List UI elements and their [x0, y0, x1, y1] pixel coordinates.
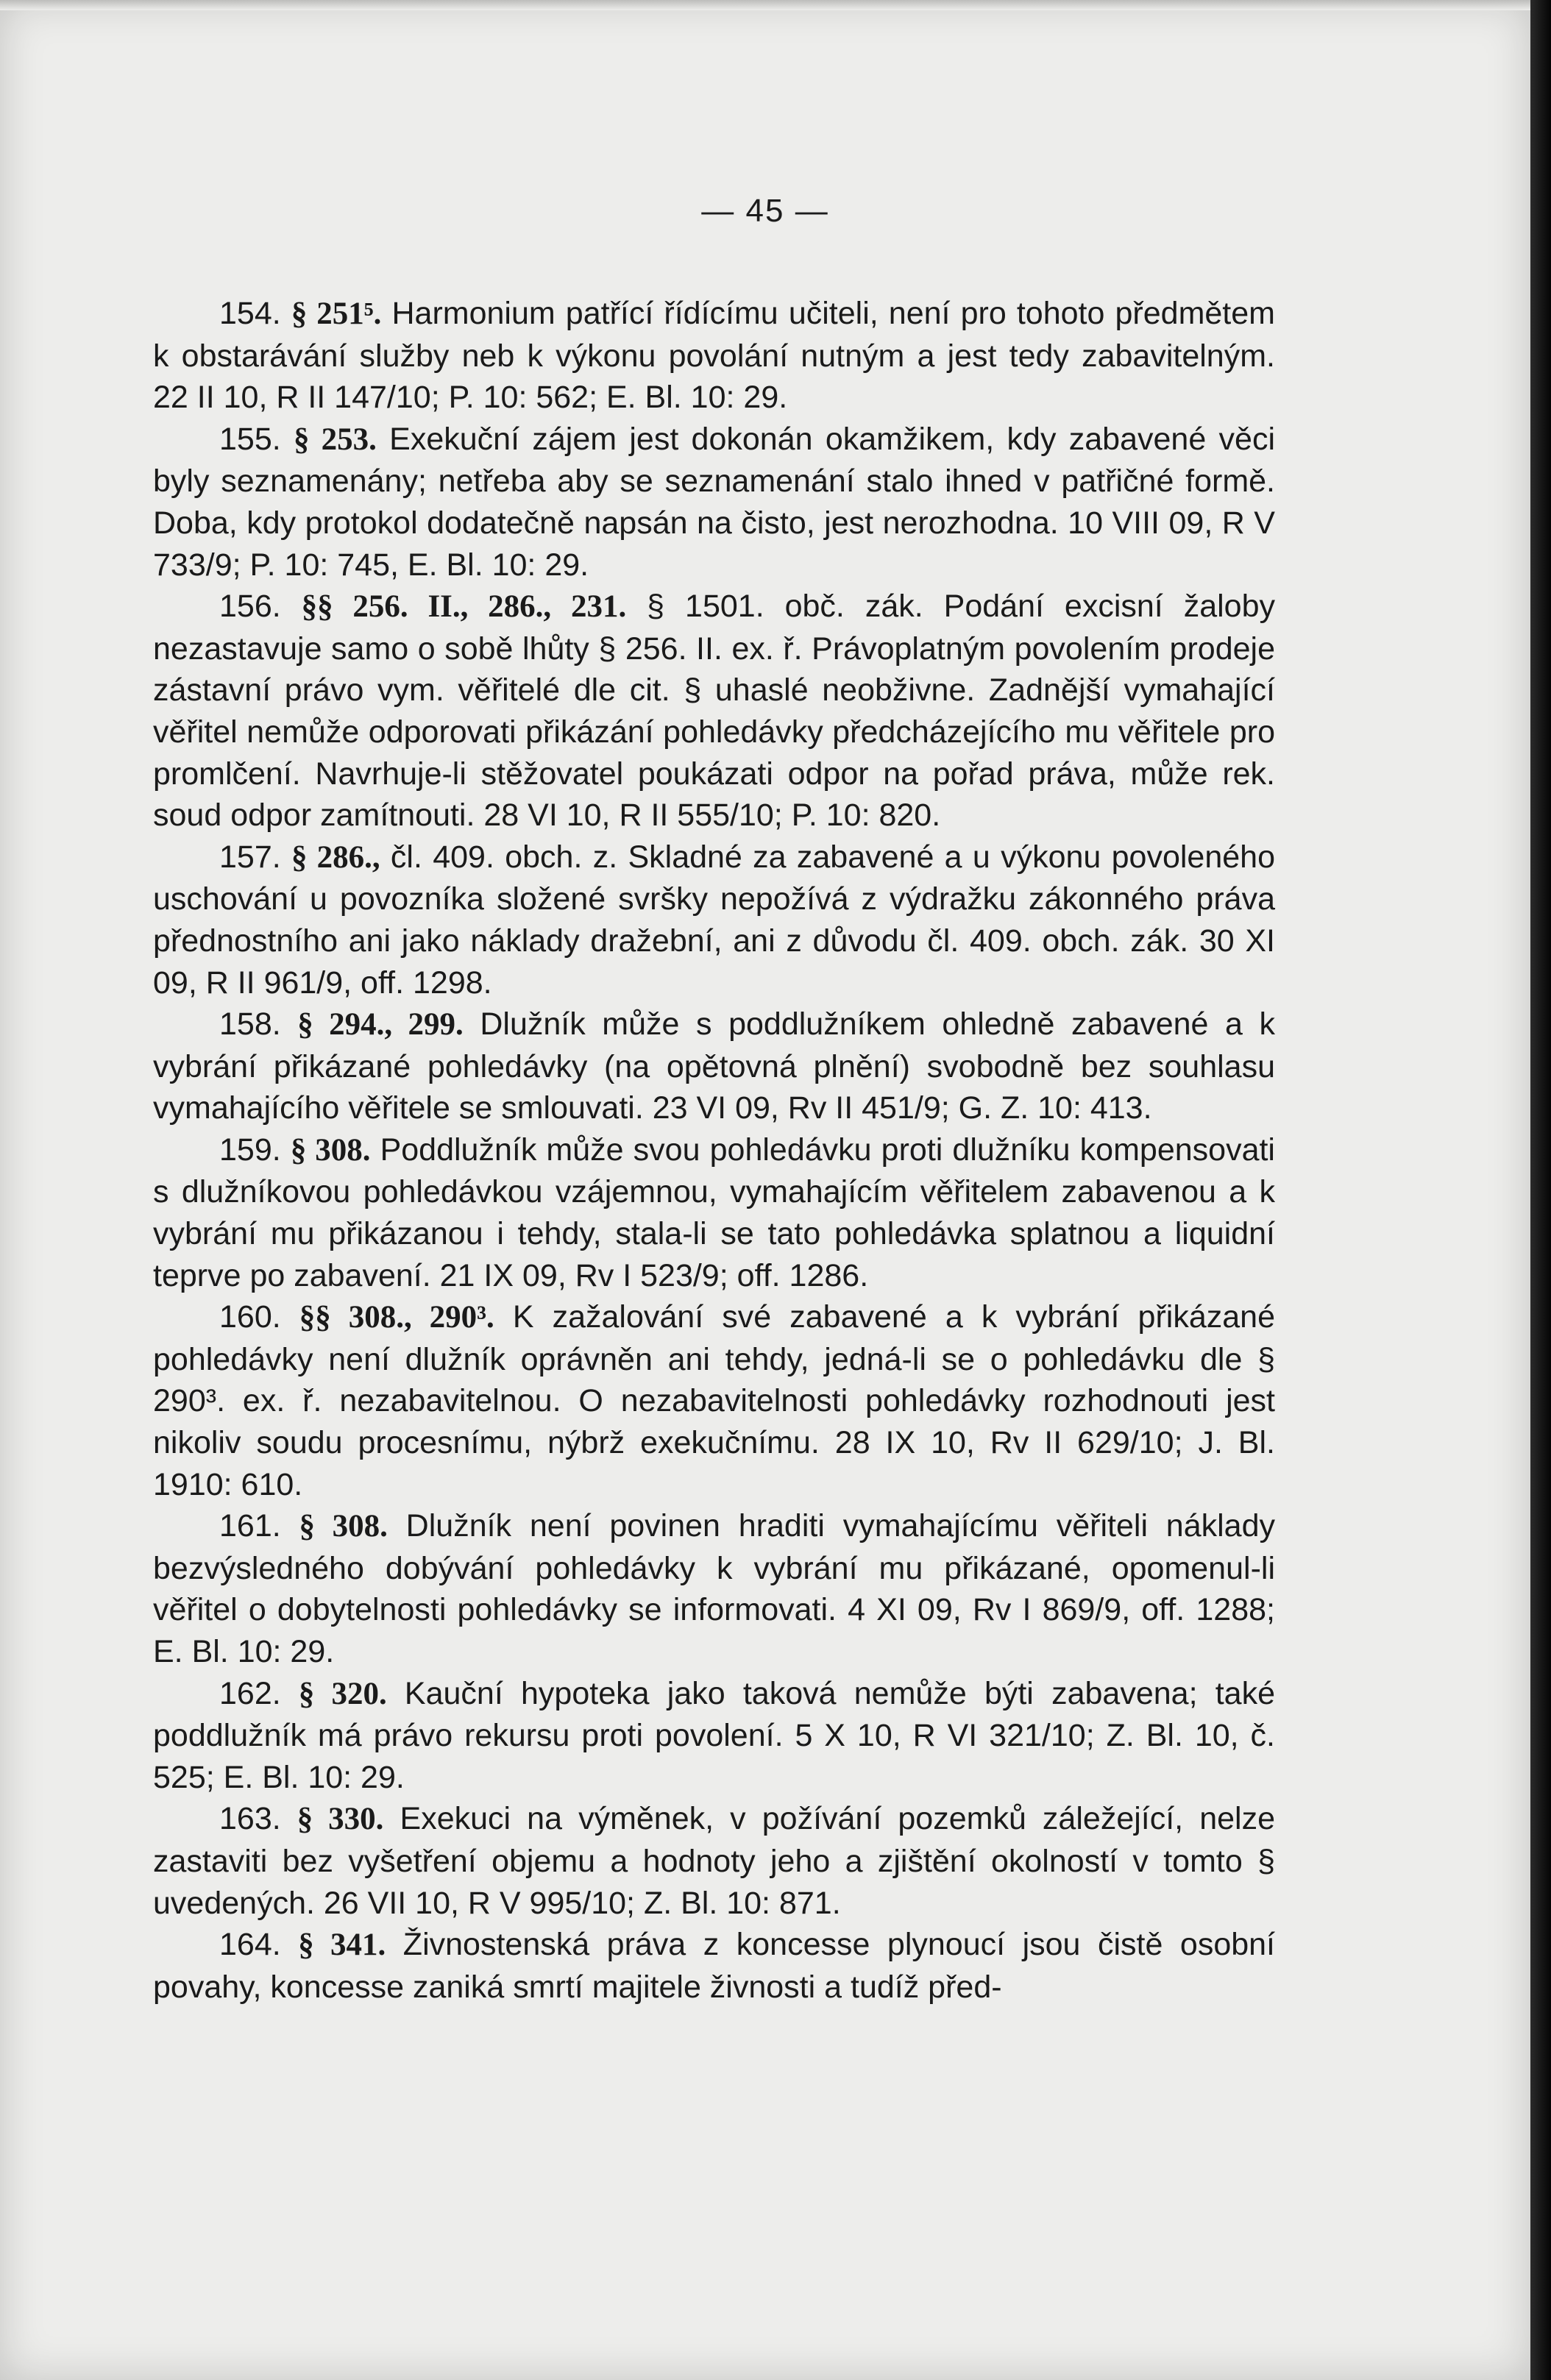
entry-text: K zažalování své zabavené a k vybrání přikázané pohledávky není dlužník oprávněn ani tehdy, jedná-li se o pohledávku dle § 290³. ex. ř. nezabavitelnou. O nezabavitelnosti pohledávky rozhodnouti jest nikoliv soudu procesnímu, nýbrž exekučnímu. 28 IX 10, Rv II 629/10; J. Bl. 1910: 610. [153, 1299, 1275, 1502]
entry-number: 161. [219, 1508, 281, 1544]
entry-161 [153, 1505, 1275, 1672]
entry-section: § 253. [294, 422, 377, 457]
entry-number: 159. [219, 1132, 281, 1168]
entry-text: Dlužník není povinen hraditi vymahajícímu věřiteli náklady bezvýsledného dobývání pohledávky k vybrání mu přikázané, opomenul-li věřitel o dobytelnosti pohledávky se informovati. 4 XI 09, Rv I 869/9, off. 1288; E. Bl. 10: 29. [153, 1508, 1276, 1669]
entry-159 [153, 1129, 1275, 1296]
entry-section: § 251⁵. [291, 296, 382, 331]
entry-text: Dlužník může s poddlužníkem ohledně zabavené a k vybrání přikázané pohledávky (na opětovná plnění) svobodně bez souhlasu vymahajícího věřitele se smlouvati. 23 VI 09, Rv II 451/9; G. Z. 10: 413. [153, 1006, 1276, 1126]
entry-text: Exekuci na výměnek, v požívání pozemků záležející, nelze zastaviti bez vyšetření objemu a hodnoty jeho a zjištění okolností v tomto § uvedených. 26 VII 10, R V 995/10; Z. Bl. 10: 871. [153, 1801, 1276, 1921]
entry-text: Kauční hypoteka jako taková nemůže býti zabavena; také poddlužník má právo rekursu proti povolení. 5 X 10, R VI 321/10; Z. Bl. 10, č. 525; E. Bl. 10: 29. [153, 1675, 1276, 1795]
entry-text: Exekuční zájem jest dokonán okamžikem, kdy zabavené věci byly seznamenány; netřeba aby se seznamenání stalo ihned v patřičné formě. Doba, kdy protokol dodatečně napsán na čisto, jest nerozhodna. 10 VIII 09, R V 733/9; P. 10: 745, E. Bl. 10: 29. [153, 421, 1276, 583]
entry-text: Poddlužník může svou pohledávku proti dlužníku kompensovati s dlužníkovou pohledávkou vzájemnou, vymahajícím věřitelem zabavenou a k vybrání mu přikázanou i tehdy, stala-li se tato pohledávka splatnou a liquidní teprve po zabavení. 21 IX 09, Rv I 523/9; off. 1286. [153, 1132, 1275, 1293]
entry-158 [153, 1003, 1275, 1129]
entry-163 [153, 1798, 1275, 1924]
entry-155 [153, 419, 1275, 586]
entry-section: § 330. [297, 1802, 384, 1837]
entry-section: § 308. [290, 1132, 371, 1168]
entry-number: 160. [219, 1299, 281, 1335]
entry-text: Živnostenská práva z koncesse plynoucí jsou čistě osobní povahy, koncesse zaniká smrtí majitele živnosti a tudíž před- [153, 1927, 1276, 2005]
entry-154 [153, 293, 1275, 419]
page-number: — 45 — [701, 193, 829, 229]
page-top-edge [0, 0, 1530, 10]
entry-text: čl. 409. obch. z. Skladné za zabavené a u výkonu povoleného uschování u povozníka složené svršky nepožívá z výdražku zákonného práva přednostního ani jako náklady dražební, ani z důvodu čl. 409. obch. zák. 30 XI 09, R II 961/9, off. 1298. [153, 839, 1276, 1001]
entry-164 [153, 1924, 1275, 2008]
entry-162 [153, 1673, 1275, 1799]
entry-156 [153, 586, 1275, 836]
entry-number: 154. [219, 296, 281, 331]
entry-160 [153, 1296, 1275, 1505]
text-body [153, 293, 1275, 2008]
entry-number: 158. [219, 1006, 281, 1042]
entry-number: 156. [219, 589, 281, 625]
entry-section: § 286., [291, 839, 380, 875]
entry-number: 157. [219, 839, 281, 875]
entry-157 [153, 836, 1275, 1003]
entry-number: 162. [219, 1675, 281, 1711]
entry-section: § 341. [298, 1928, 386, 1963]
entry-number: 155. [219, 421, 281, 457]
entry-number: 163. [219, 1801, 281, 1837]
scan-border [1530, 0, 1551, 2380]
entry-text: § 1501. obč. zák. Podání excisní žaloby nezastavuje samo o sobě lhůty § 256. II. ex. ř. Právoplatným povolením prodeje zástavní právo vym. věřitelé dle cit. § uhaslé neobživne. Zadnější vymahající věřitel nemůže odporovati přikázání pohledávky předcházejícího mu věřitele pro promlčení. Navrhuje-li stěžovatel poukázati odpor na pořad práva, může rek. soud odpor zamítnouti. 28 VI 10, R II 555/10; P. 10: 820. [153, 589, 1275, 834]
entry-text: Harmonium patřící řídícímu učiteli, není pro tohoto předmětem k obstarávání služby neb k výkonu povolání nutným a jest tedy zabavitelným. 22 II 10, R II 147/10; P. 10: 562; E. Bl. 10: 29. [153, 296, 1275, 416]
entry-section: §§ 256. II., 286., 231. [301, 589, 627, 625]
entry-section: §§ 308., 290³. [299, 1300, 494, 1335]
entry-section: § 308. [299, 1509, 388, 1544]
entry-section: § 320. [298, 1676, 387, 1711]
entry-number: 164. [219, 1927, 281, 1963]
entry-section: § 294., 299. [297, 1007, 464, 1042]
